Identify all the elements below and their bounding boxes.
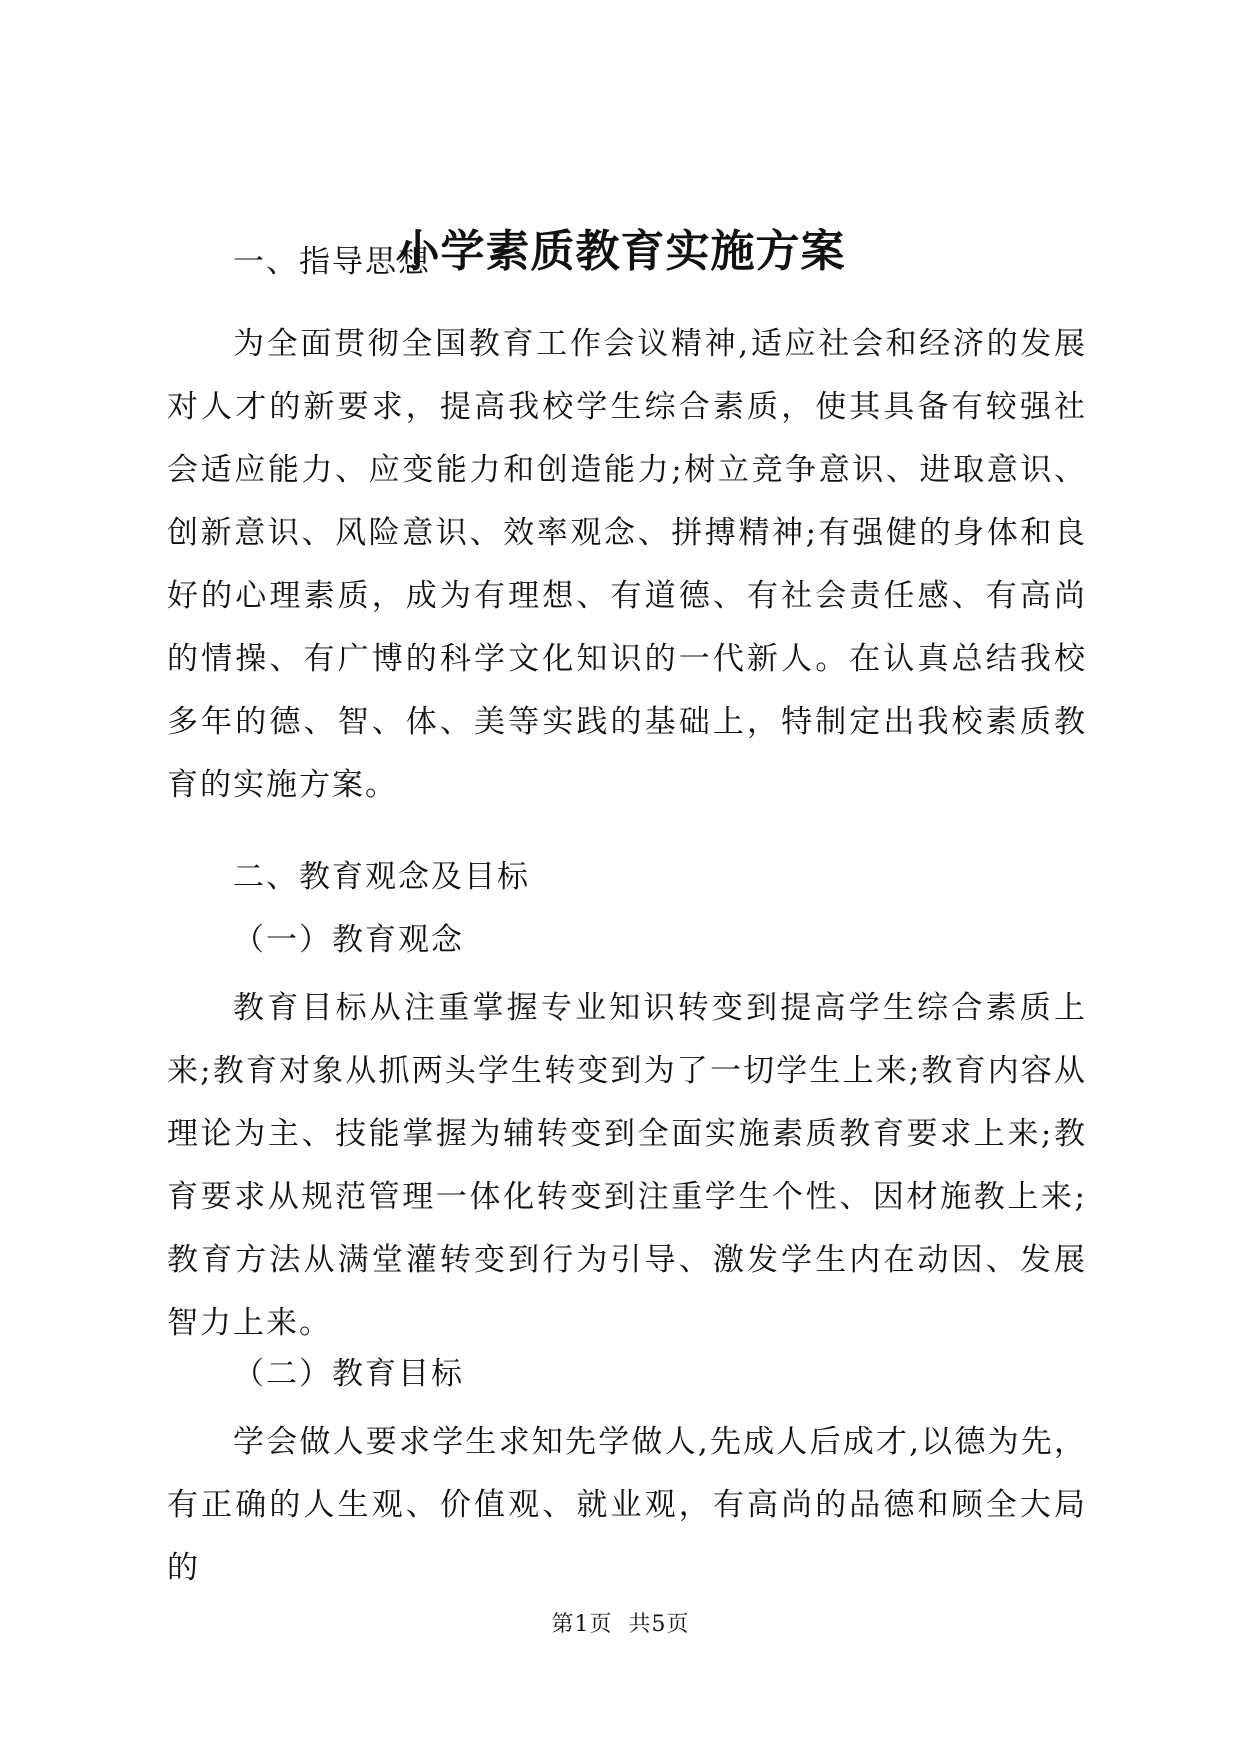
- paragraph-education-goal: 学会做人要求学生求知先学做人,先成人后成才,以德为先，有正确的人生观、价值观、就业观，有高尚的品德和顾全大局的: [167, 1424, 1087, 1586]
- page-footer: [0, 1610, 1241, 1640]
- paragraph-education-concept: 教育目标从注重掌握专业知识转变到提高学生综合素质上来;教育对象从抓两头学生转变到为了一切学生上来;教育内容从理论为主、技能掌握为辅转变到全面实施素质教育要求上来;教育要求从规范管理一体化转变到注重学生个性、因材施教上来;教育方法从满堂灌转变到行为引导、激发学生内在动因、发展智力上来。: [167, 990, 1087, 1341]
- page-number-total: 共5页: [628, 1612, 690, 1637]
- document-title: 小学素质教育实施方案: [395, 226, 846, 277]
- section-heading-guiding-thought: 一、指导思想: [233, 244, 431, 280]
- subheading-education-concept: （一）教育观念: [233, 922, 464, 958]
- section-heading-concepts-goals: 二、教育观念及目标: [233, 859, 530, 895]
- paragraph-guiding-thought: 为全面贯彻全国教育工作会议精神,适应社会和经济的发展对人才的新要求，提高我校学生综合素质，使其具备有较强社会适应能力、应变能力和创造能力;树立竞争意识、进取意识、创新意识、风险意识、效率观念、拼搏精神;有强健的身体和良好的心理素质，成为有理想、有道德、有社会责任感、有高尚的情操、有广博的科学文化知识的一代新人。在认真总结我校多年的德、智、体、美等实践的基础上，特制定出我校素质教育的实施方案。: [167, 326, 1087, 803]
- page-number-current: 第1页: [551, 1612, 613, 1637]
- subheading-education-goal: （二）教育目标: [233, 1356, 464, 1392]
